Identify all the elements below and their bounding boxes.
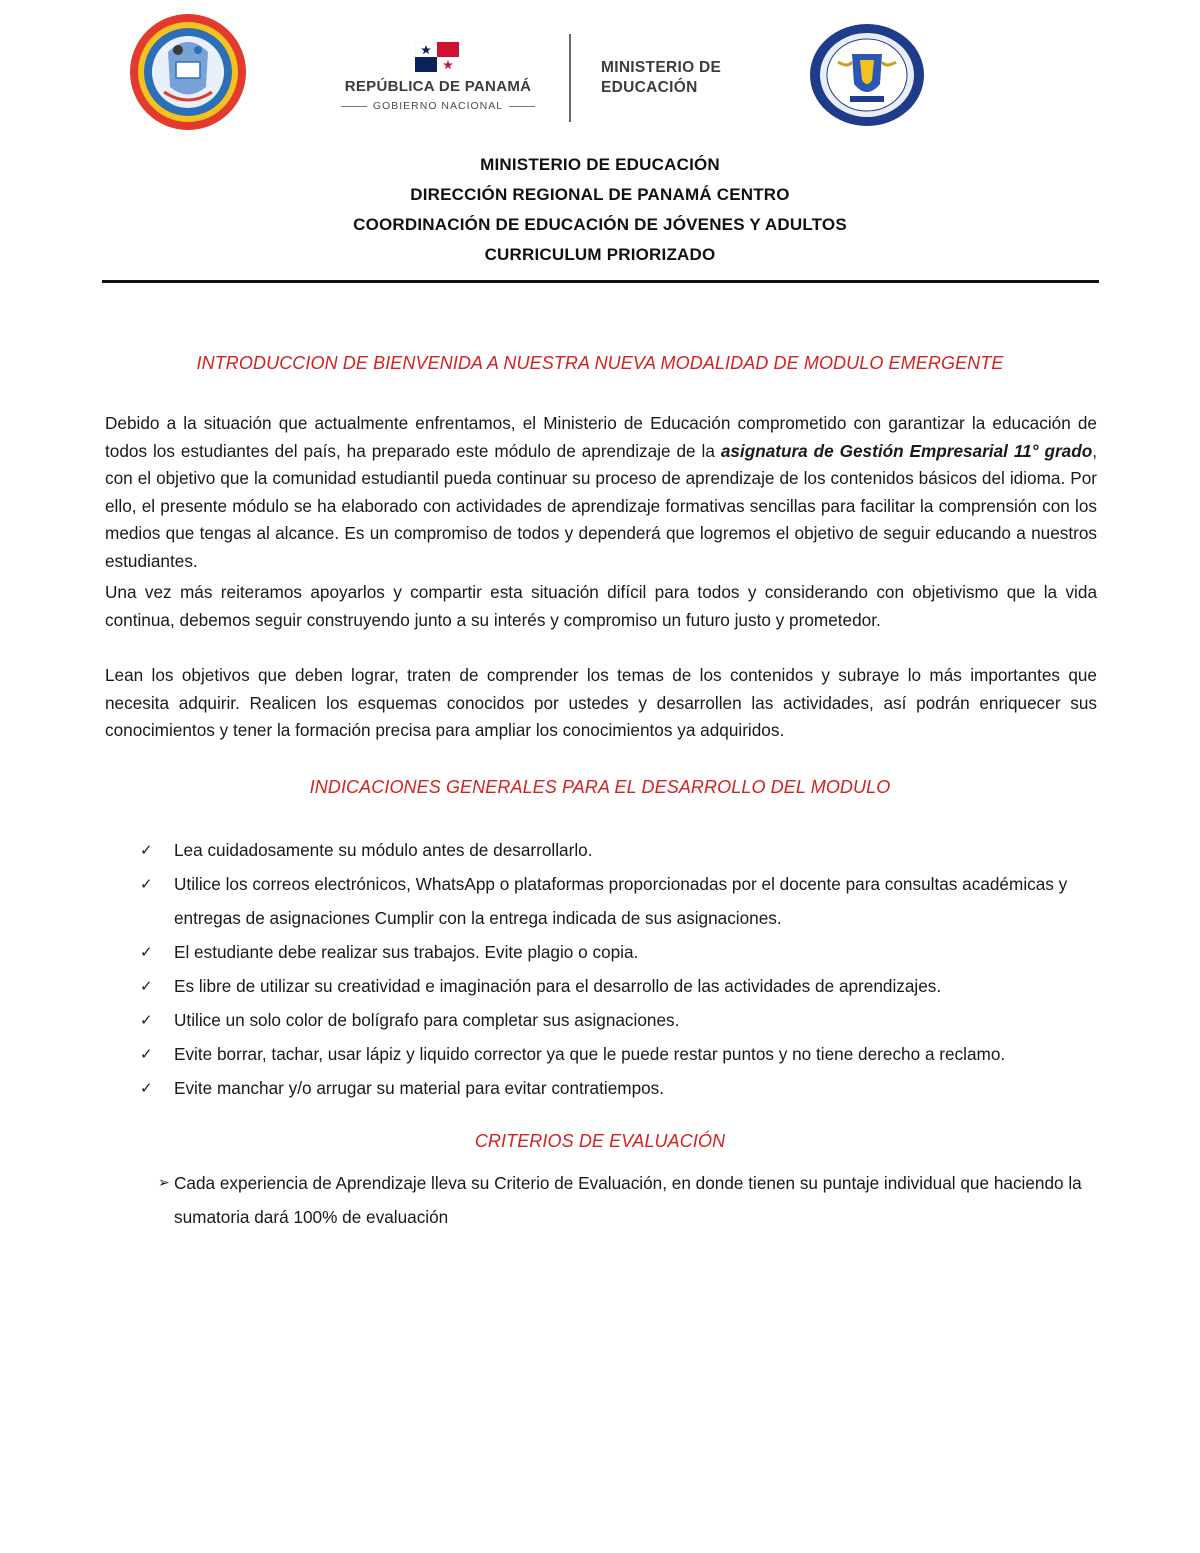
list-item-text: Es libre de utilizar su creatividad e imaginación para el desarrollo de las actividades de aprendizajes. bbox=[174, 976, 942, 996]
list-item bbox=[140, 1037, 1080, 1071]
check-icon: ✓ bbox=[140, 1011, 153, 1029]
criteria-title: CRITERIOS DE EVALUACIÓN bbox=[474, 1131, 726, 1151]
intro-p1-start: Debido a la situación que actualmente enfrentamos, el Ministerio de Educación comprometido con garantizar la educación de todos los estudiantes del país, ha preparado este módulo de aprendizaje de la bbox=[105, 413, 1097, 461]
list-item-text: Utilice un solo color de bolígrafo para completar sus asignaciones. bbox=[174, 1010, 680, 1030]
ministry-line1: MINISTERIO DE bbox=[601, 59, 722, 76]
intro-title: INTRODUCCION DE BIENVENIDA A NUESTRA NUEVA MODALIDAD DE MODULO EMERGENTE bbox=[196, 353, 1004, 373]
list-item bbox=[140, 833, 1080, 867]
education-seal-icon bbox=[128, 12, 248, 132]
intro-p1-end: , con el objetivo que la comunidad estudiantil pueda continuar su proceso de aprendizaje de los contenidos básicos del idioma. Por ello, el presente módulo se ha elaborado con actividades de aprendizaje formativas sencillas para facilitar la comprensión con los medios que tengas al alcance. Es un compromiso de todos y dependerá que logremos el objetivo de seguir educando a nuestros estudiantes. bbox=[105, 440, 1097, 571]
header-line1: MINISTERIO DE EDUCACIÓN bbox=[480, 155, 720, 174]
intro-paragraph-2: Una vez más reiteramos apoyarlos y compartir esta situación difícil para todos y considerando con objetivismo que la vida continua, debemos seguir construyendo junto a su interés y compromiso un futuro justo y prometedor. bbox=[105, 582, 1097, 630]
header-rule bbox=[102, 280, 1099, 283]
indications-title: INDICACIONES GENERALES PARA EL DESARROLLO DEL MODULO bbox=[309, 777, 891, 797]
list-item-text: Evite manchar y/o arrugar su material para evitar contratiempos. bbox=[174, 1078, 665, 1098]
list-item bbox=[140, 1003, 1080, 1037]
check-icon: ✓ bbox=[140, 841, 153, 859]
list-item-text: Utilice los correos electrónicos, WhatsApp o plataformas proporcionadas por el docente para consultas académicas y entregas de asignaciones Cumplir con la entrega indicada de sus asignaciones. bbox=[174, 874, 1068, 928]
header-line3: COORDINACIÓN DE EDUCACIÓN DE JÓVENES Y ADULTOS bbox=[353, 215, 847, 234]
list-item-text: El estudiante debe realizar sus trabajos. Evite plagio o copia. bbox=[174, 942, 639, 962]
check-icon: ✓ bbox=[140, 875, 153, 893]
government-logo bbox=[325, 34, 770, 130]
ministry-label bbox=[601, 58, 771, 98]
arrow-bullet-icon: ➢ bbox=[158, 1175, 170, 1191]
government-name: REPÚBLICA DE PANAMÁ bbox=[344, 78, 532, 95]
header-line4: CURRICULUM PRIORIZADO bbox=[484, 245, 716, 264]
regional-shield-icon bbox=[808, 22, 926, 128]
list-item bbox=[140, 935, 1080, 969]
ministry-line2: EDUCACIÓN bbox=[601, 79, 698, 96]
intro-paragraph-1 bbox=[105, 410, 1097, 575]
check-icon: ✓ bbox=[140, 1079, 153, 1097]
panama-flag-icon bbox=[415, 42, 459, 72]
criteria-text: Cada experiencia de Aprendizaje lleva su Criterio de Evaluación, en donde tienen su puntaje individual que haciendo la sumatoria dará 100% de evaluación bbox=[174, 1173, 1082, 1227]
check-icon: ✓ bbox=[140, 977, 153, 995]
header-line2: DIRECCIÓN REGIONAL DE PANAMÁ CENTRO bbox=[410, 185, 790, 204]
list-item-text: Lea cuidadosamente su módulo antes de desarrollarlo. bbox=[174, 840, 593, 860]
intro-paragraph-3: Lean los objetivos que deben lograr, traten de comprender los temas de los contenidos y subraye lo más importantes que necesita adquirir. Realicen los esquemas conocidos por ustedes y desarrollen las actividades, así podrán enriquecer sus conocimientos y tener la formación precisa para ampliar los conocimientos ya adquiridos. bbox=[105, 665, 1097, 740]
logo-divider bbox=[569, 34, 571, 122]
check-icon: ✓ bbox=[140, 1045, 153, 1063]
criteria-item bbox=[158, 1166, 1104, 1234]
indications-list bbox=[140, 833, 1080, 1105]
list-item bbox=[140, 1071, 1080, 1105]
check-icon: ✓ bbox=[140, 943, 153, 961]
subject-name: asignatura de Gestión Empresarial 11° grado bbox=[720, 440, 1093, 461]
list-item bbox=[140, 969, 1080, 1003]
document-header bbox=[100, 150, 1100, 270]
government-subtitle: GOBIERNO NACIONAL bbox=[325, 100, 551, 112]
list-item-text: Evite borrar, tachar, usar lápiz y liquido corrector ya que le puede restar puntos y no tiene derecho a reclamo. bbox=[174, 1044, 1006, 1064]
list-item bbox=[140, 867, 1080, 935]
